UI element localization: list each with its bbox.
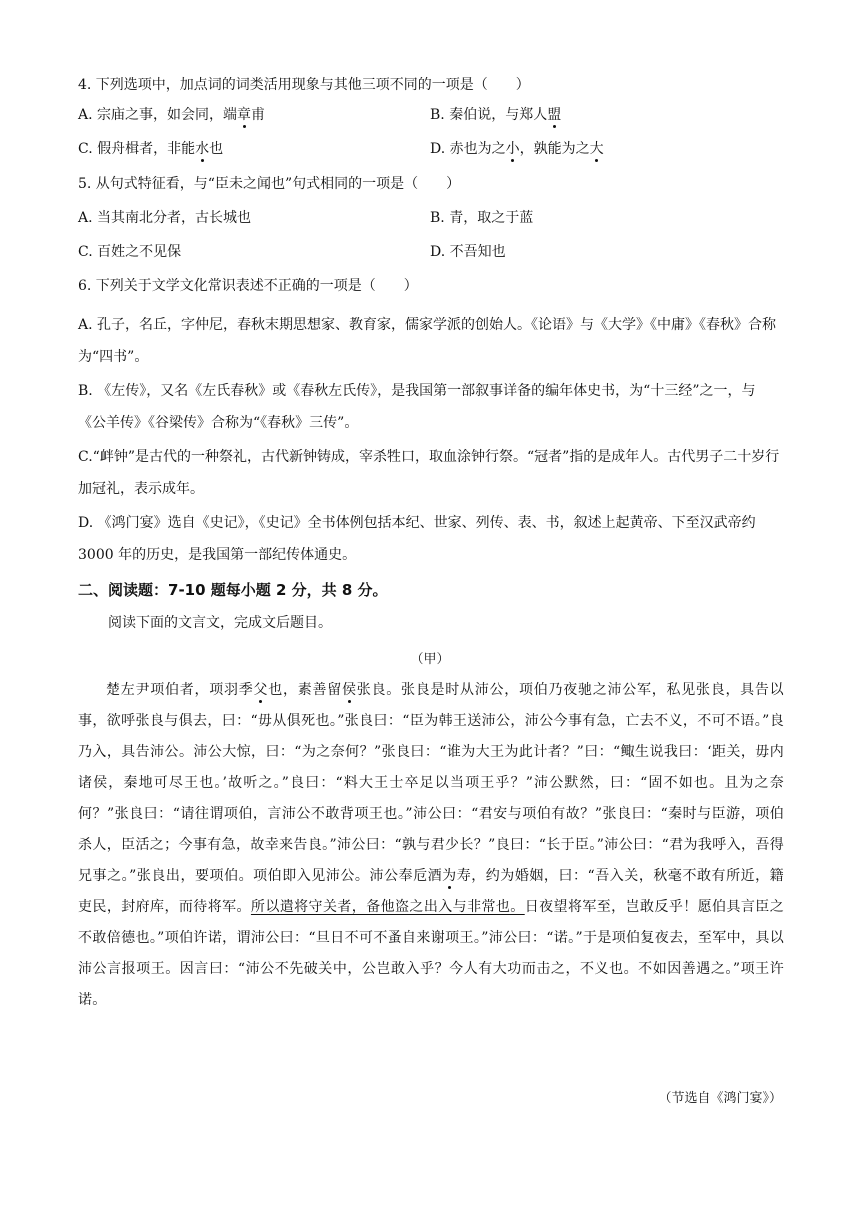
- underlined-sentence: 所以遣将守关者，备他盗之出入与非常也。: [250, 899, 525, 915]
- emphasis-dot: 为: [442, 868, 457, 884]
- q5-option-c: C. 百姓之不见保: [78, 244, 182, 260]
- emphasis-dot: 水: [195, 141, 210, 157]
- q5-option-b: B. 青，取之于蓝: [430, 210, 534, 226]
- q5-option-a: A. 当其南北分者，古长城也: [78, 210, 252, 226]
- reading-instruction: 阅读下面的文言文，完成文后题目。: [108, 615, 332, 631]
- emphasis-dot: 侯: [341, 682, 357, 698]
- classical-passage: 楚左尹项伯者，项羽季父也，素善留侯张良。张良是时从沛公，项伯乃夜驰之沛公军，私见张良，具告以事，欲呼张良与俱去，曰：“毋从俱死也。”张良曰：“臣为韩王送沛公，沛公今事有急，亡去不义，不可不语。”良乃入，具告沛公。沛公大惊，曰：“为之奈何？”张良曰：“谁为大王为此计者？”曰：“鲰生说我曰：‘距关，毋内诸侯，秦地可尽王也。’故听之。”良曰：“料大王士卒足以当项王乎？”沛公默然，曰：“固不如也。且为之奈何？”张良曰：“请往谓项伯，言沛公不敢背项王也。”沛公曰：“君安与项伯有故？”张良曰：“秦时与臣游，项伯杀人，臣活之；今事有急，故幸来告良。”沛公曰：“孰与君少长？”良曰：“长于臣。”沛公曰：“君为我呼入，吾得兄事之。”张良出，要项伯。项伯即入见沛公。沛公奉卮酒为寿，约为婚姻，曰：“吾入关，秋毫不敢有所近，籍吏民，封府库，而待将军。所以遣将守关者，备他盗之出入与非常也。日夜望将军至，岂敢反乎！愿伯具言臣之不敢倍德也。”项伯许诺，谓沛公曰：“旦日不可不蚤自来谢项王。”沛公曰：“诺。”于是项伯复夜去，至军中，具以沛公言报项王。因言曰：“沛公不先破关中，公岂敢入乎？今人有大功而击之，不义也。不如因善遇之。”项王许诺。: [78, 682, 784, 1008]
- q5-stem: 5. 从句式特征看，与“臣未之闻也”句式相同的一项是（ ）: [78, 176, 461, 192]
- emphasis-dot: 大: [589, 141, 604, 157]
- q4-option-d: D. 赤也为之小，孰能为之大: [430, 141, 604, 157]
- q4-option-b: B. 秦伯说，与郑人盟: [430, 107, 562, 123]
- emphasis-dot: 章: [237, 107, 252, 123]
- section-heading: 二、阅读题：7-10 题每小题 2 分，共 8 分。: [78, 581, 388, 599]
- emphasis-dot: 小: [505, 141, 520, 157]
- emphasis-dot: 父: [253, 682, 269, 698]
- q4-stem: 4. 下列选项中，加点词的词类活用现象与其他三项不同的一项是（ ）: [78, 77, 530, 93]
- passage-label: （甲）: [410, 652, 450, 667]
- q4-option-a: A. 宗庙之事，如会同，端章甫: [78, 107, 266, 123]
- q6-option-d: D. 《鸿门宴》选自《史记》，《史记》全书体例包括本纪、世家、列传、表、书，叙述上起黄帝、下至汉武帝约 3000 年的历史，是我国第一部纪传体通史。: [78, 515, 756, 563]
- q6-option-a: A. 孔子，名丘，字仲尼，春秋末期思想家、教育家，儒家学派的创始人。《论语》与《大学》《中庸》《春秋》合称为“四书”。: [78, 317, 777, 365]
- q5-option-d: D. 不吾知也: [430, 244, 506, 260]
- q6-option-c: C.“衅钟”是古代的一种祭礼，古代新钟铸成，宰杀牲口，取血涂钟行祭。“冠者”指的是成年人。古代男子二十岁行加冠礼，表示成年。: [78, 449, 780, 497]
- q6-stem: 6. 下列关于文学文化常识表述不正确的一项是（ ）: [78, 278, 418, 294]
- passage-source: （节选自《鸿门宴》）: [658, 1091, 782, 1106]
- q4-option-c: C. 假舟楫者，非能水也: [78, 141, 224, 157]
- emphasis-dot: 盟: [547, 107, 562, 123]
- q6-option-b: B. 《左传》，又名《左氏春秋》或《春秋左氏传》，是我国第一部叙事详备的编年体史书，为“十三经”之一，与《公羊传》《谷梁传》合称为“《春秋》三传”。: [78, 383, 756, 431]
